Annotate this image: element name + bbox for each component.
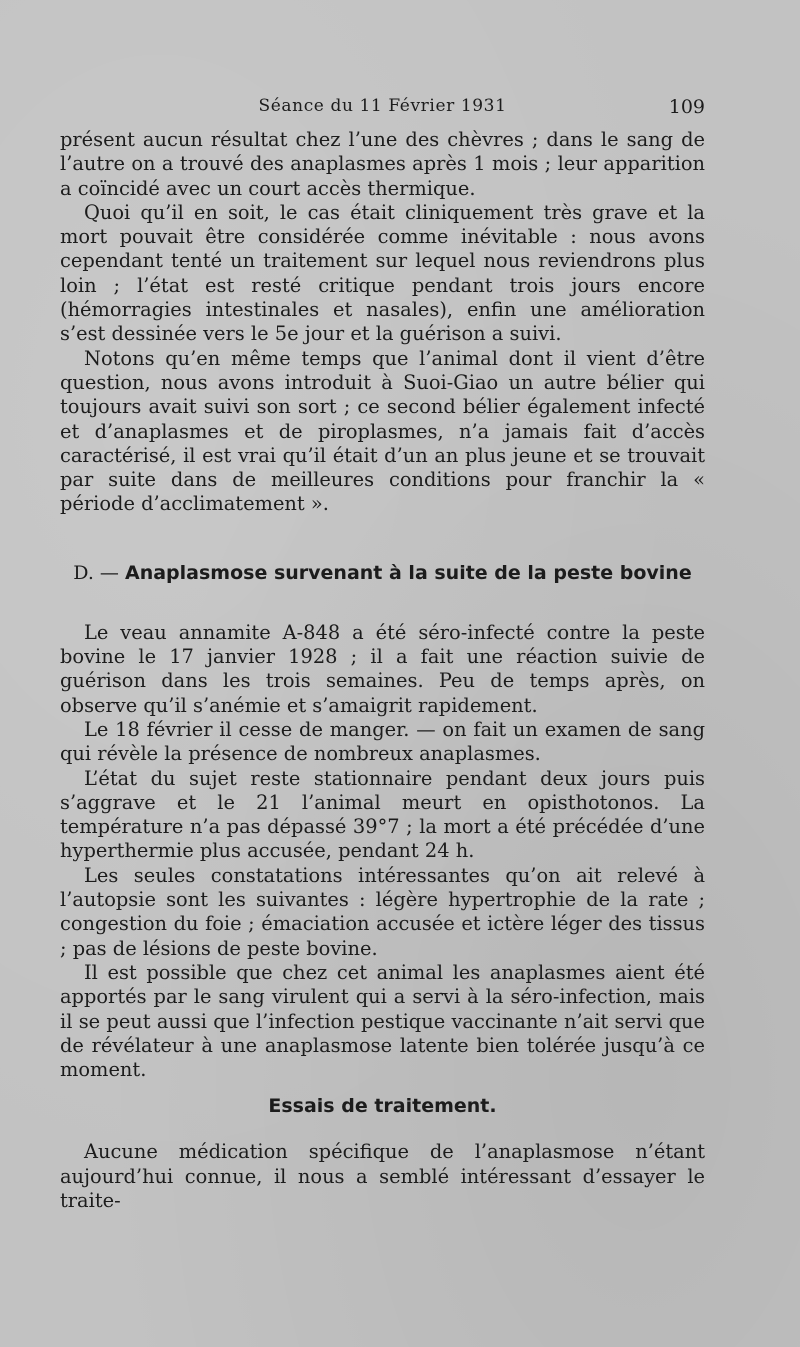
treatment-heading: Essais de traitement.: [268, 1095, 497, 1118]
paragraph: Le veau annamite A-848 a été séro-infecté contre la peste bovine le 17 janvier 1928 ; il a fait une réaction suivie de guérison dans les trois semaines. Peu de temps après, on observe qu’il s’anémie et s’amaigrit rapidement.: [60, 620, 705, 717]
section-d-body: [60, 621, 705, 1083]
section-title: Anaplasmose survenant à la suite de la peste bovine: [124, 561, 692, 584]
paragraph: Notons qu’en même temps que l’animal dont il vient d’être question, nous avons introduit à Suoi-Giao un autre bélier qui toujours avait suivi son sort ; ce second bélier également infecté et d’anaplasmes et de piroplasmes, n’a jamais fait d’accès caractérisé, il est vrai qu’il était d’un an plus jeune et se trouvait par suite dans de meilleures conditions pour franchir la « période d’acclimatement ».: [60, 346, 705, 516]
section-treatment-body: [60, 1140, 705, 1213]
paragraph: L’état du sujet reste stationnaire pendant deux jours puis s’aggrave et le 21 l’animal meurt en opisthotonos. La température n’a pas dépassé 39°7 ; la mort a été précédée d’une hyperthermie plus accusée, pendant 24 h.: [60, 766, 705, 863]
book-page: [60, 92, 705, 1213]
section-letter: D. —: [73, 561, 125, 584]
paragraph: Aucune médication spécifique de l’anaplasmose n’étant aujourd’hui connue, il nous a semblé intéressant d’essayer le traite-: [60, 1140, 705, 1212]
paragraph: Le 18 février il cesse de manger. — on fait un examen de sang qui révèle la présence de nombreux anaplasmes.: [60, 717, 705, 766]
paragraph: présent aucun résultat chez l’une des chèvres ; dans le sang de l’autre on a trouvé des anaplasmes après 1 mois ; leur apparition a coïncidé avec un court accès thermique.: [60, 128, 705, 200]
section-heading-d: [60, 561, 705, 585]
running-head: [60, 92, 705, 128]
section-c-continuation: [60, 128, 705, 517]
page-number: 109: [668, 96, 705, 118]
paragraph: Il est possible que chez cet animal les anaplasmes aient été apportés par le sang virulent qui a servi à la séro-infection, mais il se peut aussi que l’infection pestique vaccinante n’ait servi que de révélateur à une anaplasmose latente bien tolérée jusqu’à ce moment.: [60, 960, 705, 1082]
running-title: Séance du 11 Février 1931: [258, 96, 507, 116]
paragraph: Les seules constatations intéressantes qu’on ait relevé à l’autopsie sont les suivantes : légère hypertrophie de la rate ; congestion du foie ; émaciation accusée et ictère léger des tissus ; pas de lésions de peste bovine.: [60, 863, 705, 960]
paragraph: Quoi qu’il en soit, le cas était cliniquement très grave et la mort pouvait être considérée comme inévitable : nous avons cependant tenté un traitement sur lequel nous reviendrons plus loin ; l’état est resté critique pendant trois jours encore (hémorragies intestinales et nasales), enfin une amélioration s’est dessinée vers le 5e jour et la guérison a suivi.: [60, 200, 705, 346]
